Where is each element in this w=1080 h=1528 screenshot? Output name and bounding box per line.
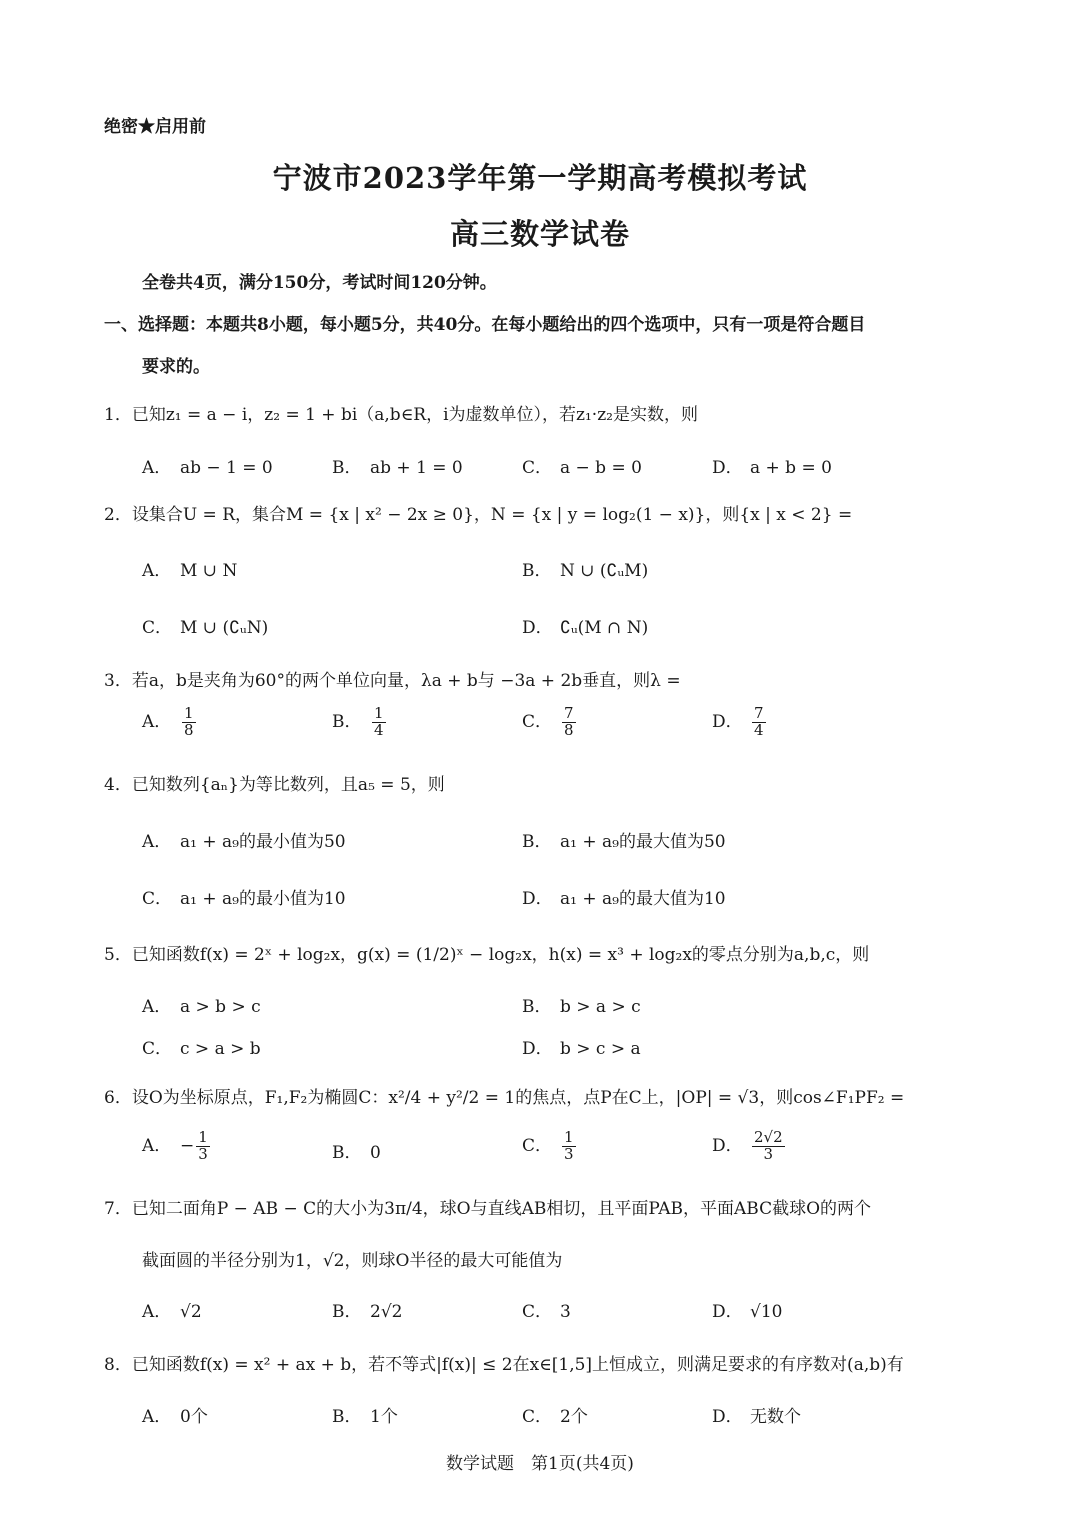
question-2-stem: 2．设集合U = R，集合M = {x | x² − 2x ≥ 0}，N = {x | y = log₂(1 − x)}，则{x | x < 2} =: [104, 505, 853, 525]
q6-option-c: [522, 1130, 578, 1163]
q4-option-d: [522, 884, 726, 909]
option-text: M ∪ (∁ᵤN): [180, 618, 269, 638]
option-text: √2: [180, 1302, 202, 1322]
option-label: A．: [142, 1135, 172, 1156]
option-text: √10: [750, 1302, 783, 1322]
option-label: D．: [712, 1407, 743, 1427]
option-label: A．: [142, 997, 172, 1017]
option-label: B．: [522, 997, 552, 1017]
q7-option-c: [522, 1297, 571, 1322]
q6-option-a: [142, 1130, 212, 1163]
option-label: D．: [712, 711, 743, 732]
q1-option-a: [142, 453, 273, 478]
option-label: D．: [712, 1135, 743, 1156]
option-text: a₁ + a₉的最小值为50: [180, 832, 346, 852]
option-text: a + b = 0: [750, 458, 832, 478]
option-text: 0个: [180, 1407, 208, 1427]
option-label: D．: [712, 458, 743, 478]
q1-option-d: [712, 453, 832, 478]
question-4-stem: 4．已知数列{aₙ}为等比数列，且a₅ = 5，则: [104, 775, 445, 795]
option-text: ab + 1 = 0: [370, 458, 463, 478]
option-text: 0: [370, 1143, 381, 1163]
q2-option-a: [142, 556, 237, 581]
q8-option-a: [142, 1402, 208, 1427]
q3-option-a: [142, 706, 198, 739]
option-label: B．: [332, 1302, 362, 1322]
fraction: [752, 1130, 785, 1163]
q5-option-a: [142, 992, 261, 1017]
q3-option-d: [712, 706, 768, 739]
q4-option-c: [142, 884, 346, 909]
option-label: D．: [522, 889, 553, 909]
page-footer: 数学试题 第1页(共4页): [446, 1454, 634, 1474]
q3-option-c: [522, 706, 578, 739]
question-8-stem: 8．已知函数f(x) = x² + ax + b，若不等式|f(x)| ≤ 2在x∈[1,5]上恒成立，则满足要求的有序数对(a,b)有: [104, 1355, 904, 1375]
option-label: C．: [522, 711, 553, 732]
numerator: 1: [374, 704, 384, 722]
q6-option-b: [332, 1138, 381, 1163]
option-text: a − b = 0: [560, 458, 642, 478]
fraction: [752, 706, 766, 739]
option-label: C．: [142, 1039, 173, 1059]
denominator: 8: [564, 720, 574, 739]
denominator: 8: [184, 720, 194, 739]
q2-option-d: [522, 613, 648, 638]
option-text: b > a > c: [560, 997, 641, 1017]
fraction: [182, 706, 196, 739]
option-label: B．: [332, 711, 362, 732]
option-label: D．: [522, 618, 553, 638]
q8-option-c: [522, 1402, 588, 1427]
q8-option-d: [712, 1402, 801, 1427]
q5-option-c: [142, 1034, 261, 1059]
question-5-stem: 5．已知函数f(x) = 2ˣ + log₂x，g(x) = (1/2)ˣ − log₂x，h(x) = x³ + log₂x的零点分别为a,b,c，则: [104, 945, 870, 965]
denominator: 3: [564, 1144, 574, 1163]
option-text: 2√2: [370, 1302, 403, 1322]
question-6-stem: 6．设O为坐标原点，F₁,F₂为椭圆C：x²/4 + y²/2 = 1的焦点，点P在C上，|OP| = √3，则cos∠F₁PF₂ =: [104, 1088, 905, 1108]
numerator: 1: [184, 704, 194, 722]
option-text: a₁ + a₉的最大值为10: [560, 889, 726, 909]
q5-option-b: [522, 992, 641, 1017]
exam-info: 全卷共4页，满分150分，考试时间120分钟。: [142, 273, 497, 293]
fraction: [196, 1130, 210, 1163]
question-7-stem: 7．已知二面角P − AB − C的大小为3π/4，球O与直线AB相切，且平面PAB，平面ABC截球O的两个: [104, 1199, 872, 1219]
option-label: B．: [522, 561, 552, 581]
option-label: A．: [142, 711, 172, 732]
q7-option-b: [332, 1297, 402, 1322]
option-label: C．: [522, 1302, 553, 1322]
option-text: 1个: [370, 1407, 398, 1427]
confidential-mark: 绝密★启用前: [104, 117, 206, 137]
option-label: C．: [522, 1407, 553, 1427]
denominator: 4: [754, 720, 764, 739]
option-text: a > b > c: [180, 997, 261, 1017]
minus-sign: −: [180, 1135, 195, 1156]
option-label: B．: [522, 832, 552, 852]
question-3-stem: 3．若a，b是夹角为60°的两个单位向量，λa + b与 −3a + 2b垂直，则λ =: [104, 671, 681, 691]
option-text: 无数个: [750, 1407, 801, 1427]
q7-option-a: [142, 1297, 202, 1322]
denominator: 4: [374, 720, 384, 739]
numerator: 2√2: [754, 1128, 783, 1146]
numerator: 7: [754, 704, 764, 722]
section-heading: 一、选择题：本题共8小题，每小题5分，共40分。在每小题给出的四个选项中，只有一项是符合题目: [104, 315, 866, 335]
option-text: a₁ + a₉的最小值为10: [180, 889, 346, 909]
q5-option-d: [522, 1034, 641, 1059]
q3-option-b: [332, 706, 388, 739]
section-heading-cont: 要求的。: [142, 357, 210, 377]
question-1-stem: 1．已知z₁ = a − i，z₂ = 1 + bi（a,b∈R，i为虚数单位），若z₁·z₂是实数，则: [104, 405, 698, 425]
option-text: M ∪ N: [180, 561, 238, 581]
numerator: 7: [564, 704, 574, 722]
option-label: B．: [332, 1407, 362, 1427]
numerator: 1: [564, 1128, 574, 1146]
option-text: ab − 1 = 0: [180, 458, 273, 478]
option-label: A．: [142, 561, 172, 581]
option-label: A．: [142, 1407, 172, 1427]
question-7-stem-cont: 截面圆的半径分别为1，√2，则球O半径的最大可能值为: [142, 1251, 563, 1271]
option-label: C．: [142, 618, 173, 638]
option-label: B．: [332, 1143, 362, 1163]
option-label: A．: [142, 1302, 172, 1322]
option-text: 3: [560, 1302, 571, 1322]
option-label: D．: [712, 1302, 743, 1322]
option-text: 2个: [560, 1407, 588, 1427]
option-label: A．: [142, 832, 172, 852]
q1-option-b: [332, 453, 463, 478]
fraction: [372, 706, 386, 739]
fraction: [562, 1130, 576, 1163]
exam-title: 宁波市2023学年第一学期高考模拟考试: [272, 161, 808, 195]
option-label: D．: [522, 1039, 553, 1059]
q8-option-b: [332, 1402, 398, 1427]
q4-option-b: [522, 827, 726, 852]
q2-option-b: [522, 556, 648, 581]
option-label: B．: [332, 458, 362, 478]
numerator: 1: [198, 1128, 208, 1146]
option-text: c > a > b: [180, 1039, 261, 1059]
option-text: b > c > a: [560, 1039, 641, 1059]
option-label: C．: [522, 458, 553, 478]
option-text: N ∪ (∁ᵤM): [560, 561, 649, 581]
denominator: 3: [198, 1144, 208, 1163]
denominator: 3: [763, 1144, 774, 1163]
option-label: C．: [522, 1135, 553, 1156]
option-text: a₁ + a₉的最大值为50: [560, 832, 726, 852]
exam-subtitle: 高三数学试卷: [449, 217, 630, 251]
option-label: A．: [142, 458, 172, 478]
q2-option-c: [142, 613, 268, 638]
q7-option-d: [712, 1297, 782, 1322]
fraction: [562, 706, 576, 739]
q6-option-d: [712, 1130, 787, 1163]
q1-option-c: [522, 453, 642, 478]
option-text: ∁ᵤ(M ∩ N): [560, 618, 649, 638]
q4-option-a: [142, 827, 346, 852]
option-label: C．: [142, 889, 173, 909]
